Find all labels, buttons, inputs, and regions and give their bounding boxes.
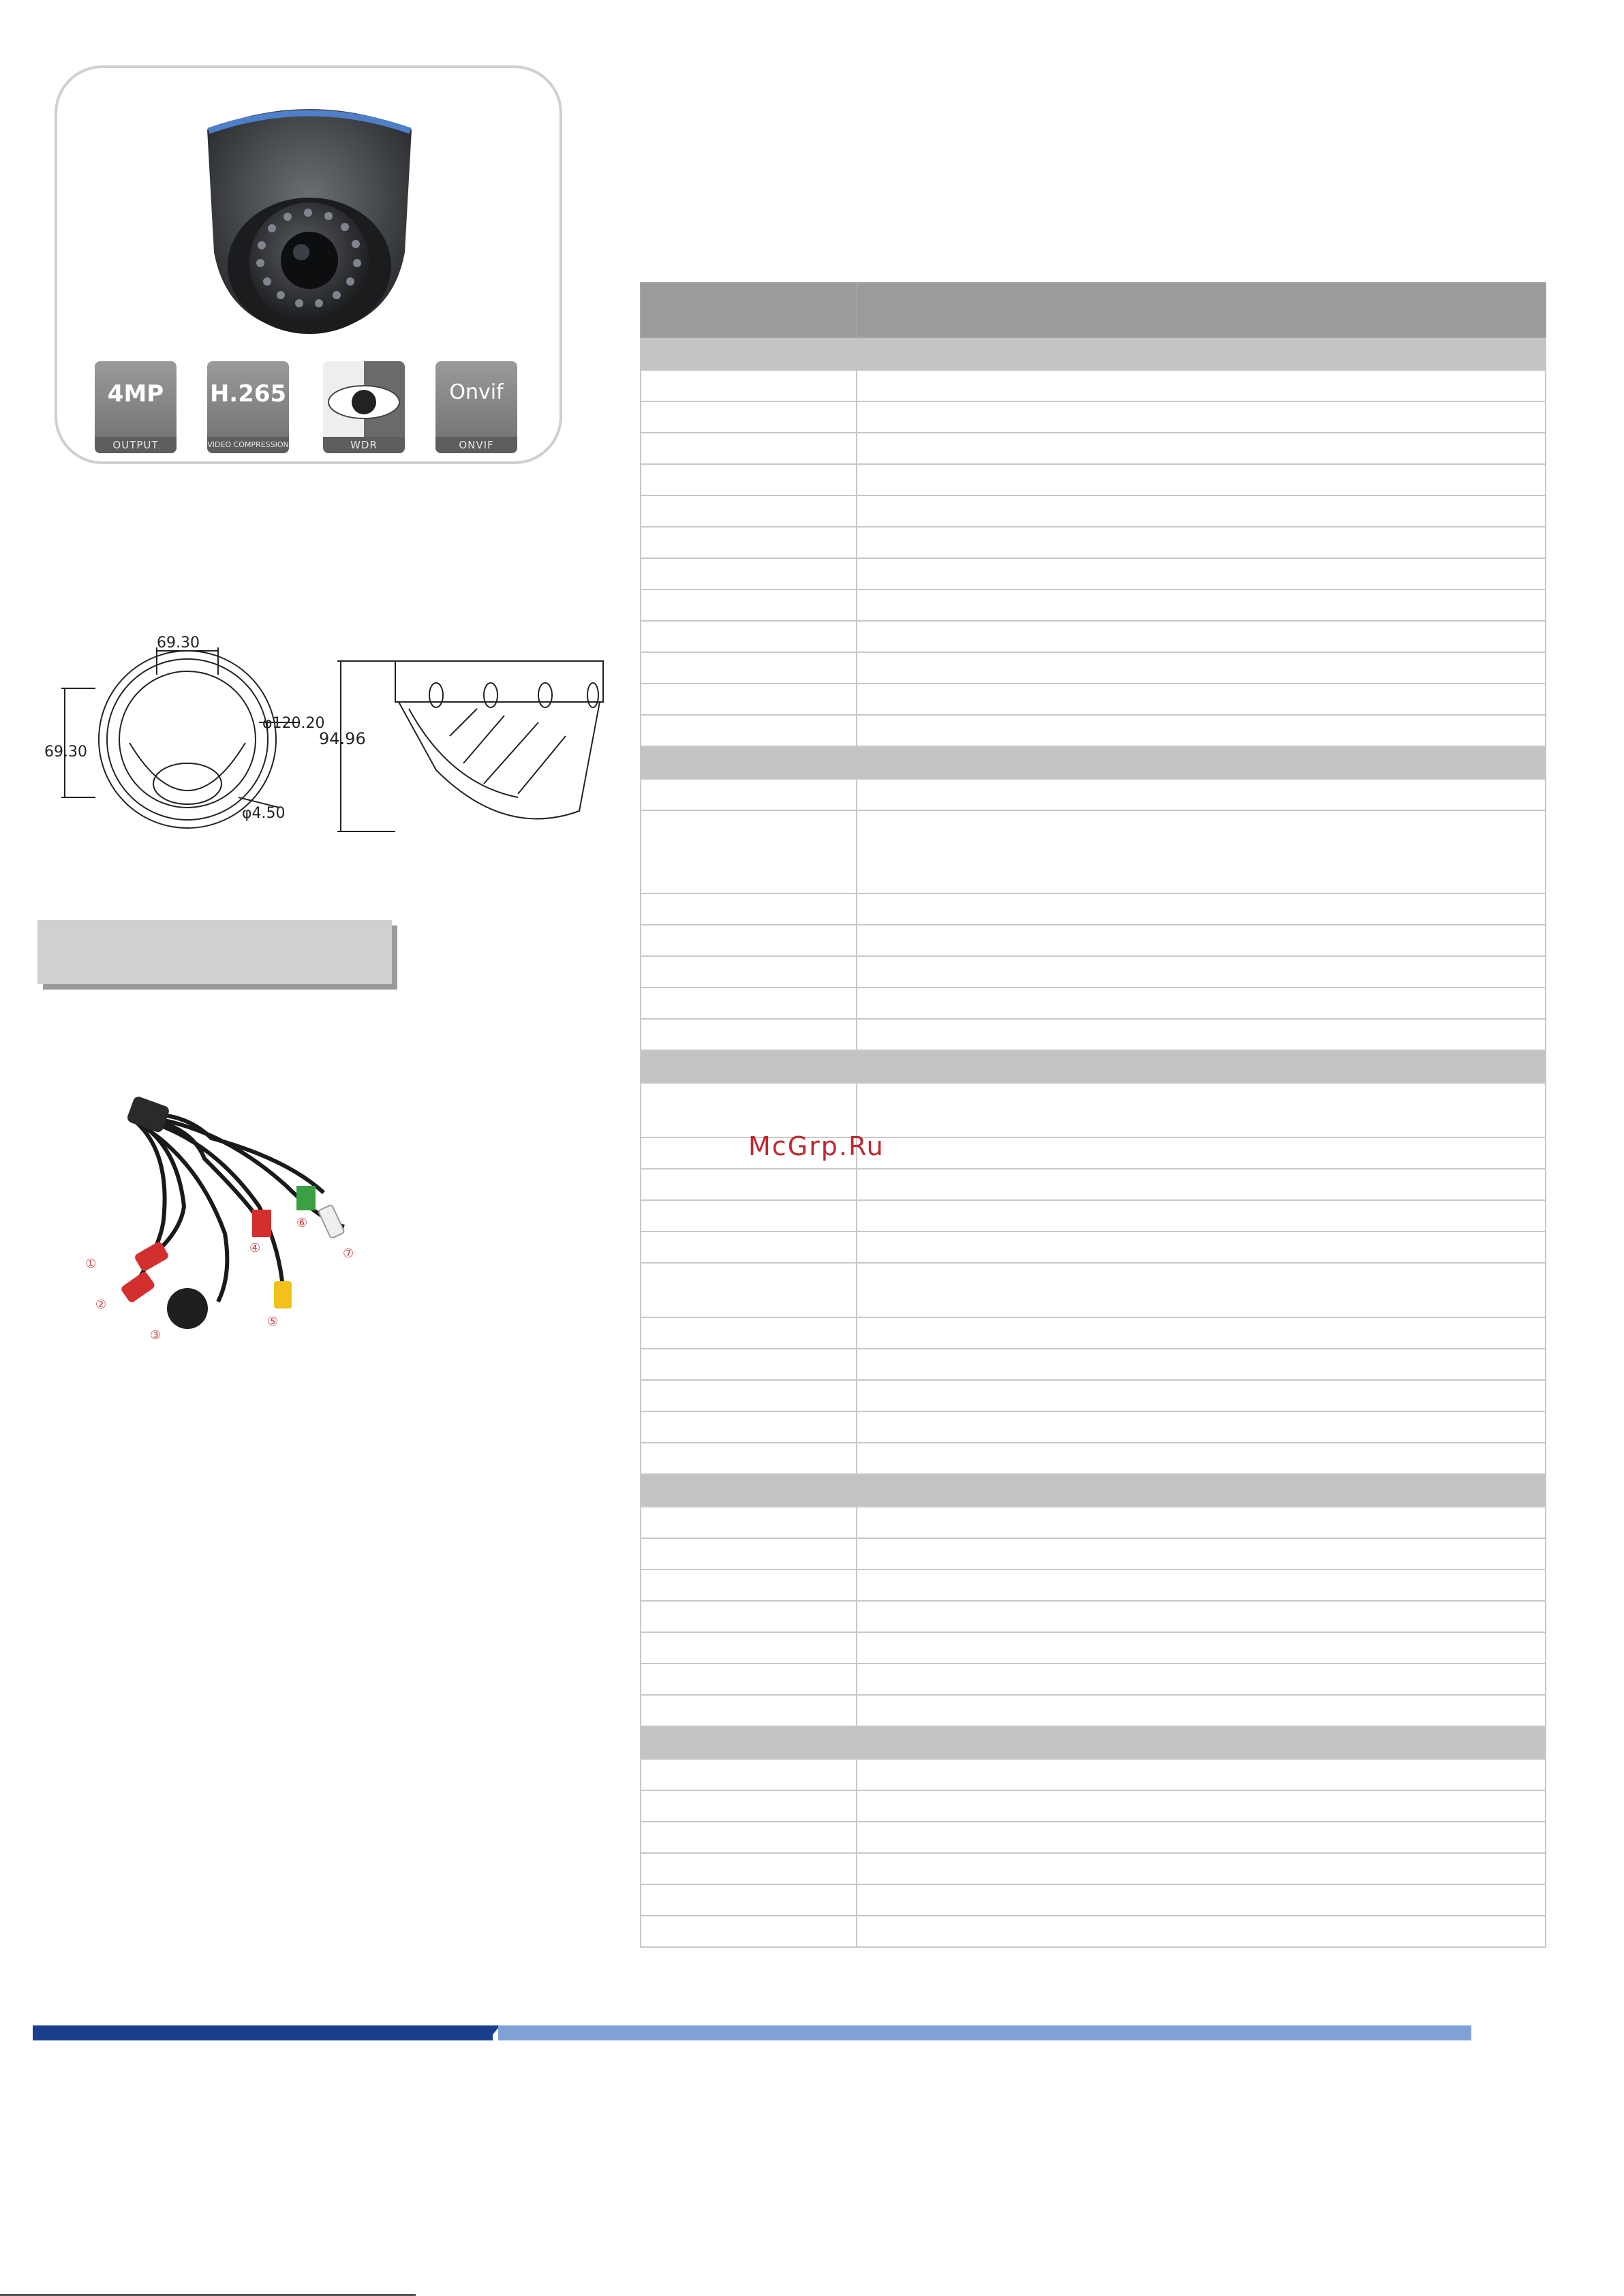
spec-cell: [857, 1884, 1546, 1916]
footer-bar-dark: [33, 2025, 493, 2040]
spec-cell: [641, 1050, 1546, 1083]
spec-cell: [857, 810, 1546, 893]
cable-label-7: ⑦: [343, 1246, 354, 1261]
spec-section-row: [641, 1050, 1546, 1083]
dim-outer-diameter: φ120.20: [262, 715, 325, 732]
spec-cell: [641, 1169, 857, 1200]
spec-data-row: [641, 401, 1546, 433]
spec-cell: [641, 1474, 1546, 1507]
spec-cell: [641, 1695, 857, 1726]
spec-data-row: [641, 527, 1546, 558]
dim-width-top: 69.30: [157, 634, 200, 652]
product-card: [55, 65, 562, 464]
spec-cell: [641, 558, 857, 590]
spec-cell: [857, 1317, 1546, 1349]
spec-data-row: [641, 495, 1546, 527]
spec-cell: [857, 283, 1546, 337]
spec-cell: [857, 1664, 1546, 1695]
spec-table: [640, 282, 1546, 1948]
spec-cell: [857, 1411, 1546, 1443]
spec-cell: [641, 464, 857, 495]
spec-data-row: [641, 433, 1546, 464]
spec-data-row: [641, 1380, 1546, 1411]
spec-data-row: [641, 1916, 1546, 1947]
spec-cell: [857, 1263, 1546, 1317]
spec-data-row: [641, 988, 1546, 1019]
spec-cell: [857, 433, 1546, 464]
spec-table-grid: [640, 282, 1546, 1948]
spec-cell: [641, 1380, 857, 1411]
spec-cell: [641, 1759, 857, 1790]
spec-data-row: [641, 1083, 1546, 1137]
spec-cell: [641, 1601, 857, 1632]
spec-cell: [857, 1200, 1546, 1231]
badge-wdr: [323, 361, 405, 453]
spec-cell: [857, 1695, 1546, 1726]
badge-onvif-label: Onvif: [449, 380, 504, 404]
spec-cell: [857, 558, 1546, 590]
spec-cell: [641, 956, 857, 988]
spec-cell: [857, 1169, 1546, 1200]
spec-cell: [641, 1443, 857, 1474]
spec-section-row: [641, 746, 1546, 779]
spec-cell: [857, 1570, 1546, 1601]
spec-cell: [641, 715, 857, 746]
spec-data-row: [641, 810, 1546, 893]
spec-header-row: [641, 283, 1546, 337]
badge-wdr-caption: WDR: [323, 437, 405, 453]
spec-cell: [857, 1083, 1546, 1137]
spec-cell: [641, 1726, 1546, 1759]
spec-cell: [641, 1822, 857, 1853]
spec-data-row: [641, 590, 1546, 621]
dome-camera-image: [187, 82, 432, 354]
spec-data-row: [641, 1790, 1546, 1822]
spec-cell: [641, 283, 857, 337]
badge-4mp: [95, 361, 177, 453]
cable-label-2: ②: [95, 1298, 107, 1312]
spec-cell: [641, 1853, 857, 1884]
badge-h265-label: H.265: [209, 380, 287, 408]
spec-cell: [857, 401, 1546, 433]
spec-cell: [857, 590, 1546, 621]
spec-cell: [857, 495, 1546, 527]
spec-data-row: [641, 1411, 1546, 1443]
spec-cell: [641, 1231, 857, 1263]
spec-cell: [641, 1916, 857, 1947]
badge-4mp-caption: OUTPUT: [95, 437, 177, 453]
spec-data-row: [641, 370, 1546, 401]
spec-cell: [857, 1853, 1546, 1884]
spec-data-row: [641, 1231, 1546, 1263]
spec-cell: [857, 956, 1546, 988]
spec-cell: [641, 590, 857, 621]
spec-cell: [641, 1538, 857, 1570]
spec-cell: [857, 1790, 1546, 1822]
spec-section-row: [641, 1726, 1546, 1759]
spec-data-row: [641, 1884, 1546, 1916]
spec-data-row: [641, 1632, 1546, 1664]
spec-data-row: [641, 779, 1546, 810]
spec-cell: [641, 652, 857, 684]
spec-cell: [857, 1759, 1546, 1790]
spec-data-row: [641, 1263, 1546, 1317]
spec-cell: [641, 893, 857, 925]
spec-data-row: [641, 1759, 1546, 1790]
section-tab: [37, 920, 392, 984]
spec-cell: [857, 1601, 1546, 1632]
spec-cell: [857, 1822, 1546, 1853]
wdr-eye-icon: [323, 375, 405, 429]
spec-data-row: [641, 1507, 1546, 1538]
spec-cell: [857, 988, 1546, 1019]
spec-cell: [641, 401, 857, 433]
spec-section-row: [641, 1474, 1546, 1507]
spec-data-row: [641, 1169, 1546, 1200]
spec-cell: [641, 1200, 857, 1231]
spec-cell: [641, 988, 857, 1019]
cable-label-4: ④: [249, 1241, 261, 1255]
spec-cell: [857, 370, 1546, 401]
cable-label-1: ①: [85, 1257, 97, 1271]
spec-cell: [857, 621, 1546, 652]
spec-cell: [641, 370, 857, 401]
dim-width-side: 69.30: [44, 744, 87, 761]
spec-data-row: [641, 1538, 1546, 1570]
footer-bar-light: [498, 2025, 1471, 2040]
spec-cell: [641, 1570, 857, 1601]
spec-data-row: [641, 956, 1546, 988]
spec-data-row: [641, 1695, 1546, 1726]
cable-label-6: ⑥: [296, 1216, 308, 1230]
spec-data-row: [641, 715, 1546, 746]
spec-data-row: [641, 893, 1546, 925]
spec-cell: [641, 527, 857, 558]
badge-h265-caption: VIDEO COMPRESSION: [207, 437, 289, 453]
spec-cell: [641, 337, 1546, 370]
spec-data-row: [641, 621, 1546, 652]
spec-data-row: [641, 1822, 1546, 1853]
dim-height: 94.96: [319, 729, 366, 748]
badge-onvif-caption: ONVIF: [435, 437, 517, 453]
spec-data-row: [641, 1853, 1546, 1884]
spec-cell: [857, 1380, 1546, 1411]
spec-cell: [857, 1632, 1546, 1664]
spec-cell: [857, 1349, 1546, 1380]
spec-data-row: [641, 1443, 1546, 1474]
spec-cell: [641, 1019, 857, 1050]
spec-data-row: [641, 925, 1546, 956]
spec-data-row: [641, 1601, 1546, 1632]
spec-cell: [641, 1884, 857, 1916]
spec-data-row: [641, 464, 1546, 495]
spec-cell: [641, 1632, 857, 1664]
watermark: McGrp.Ru: [748, 1131, 885, 1161]
spec-data-row: [641, 684, 1546, 715]
spec-section-row: [641, 337, 1546, 370]
spec-cell: [641, 1507, 857, 1538]
spec-cell: [857, 1507, 1546, 1538]
spec-cell: [857, 779, 1546, 810]
spec-cell: [641, 621, 857, 652]
spec-data-row: [641, 1019, 1546, 1050]
spec-cell: [857, 1019, 1546, 1050]
spec-data-row: [641, 1317, 1546, 1349]
spec-cell: [641, 1349, 857, 1380]
spec-cell: [857, 1137, 1546, 1169]
cable-label-5: ⑤: [267, 1315, 279, 1329]
spec-cell: [641, 779, 857, 810]
dimension-drawing: [41, 634, 607, 838]
badge-onvif: [435, 361, 517, 453]
spec-data-row: [641, 652, 1546, 684]
spec-cell: [641, 925, 857, 956]
spec-cell: [641, 433, 857, 464]
spec-cell: [857, 527, 1546, 558]
spec-cell: [857, 1538, 1546, 1570]
spec-cell: [641, 495, 857, 527]
spec-cell: [641, 1790, 857, 1822]
spec-cell: [641, 746, 1546, 779]
spec-cell: [857, 1916, 1546, 1947]
spec-cell: [857, 715, 1546, 746]
spec-cell: [857, 925, 1546, 956]
spec-cell: [857, 893, 1546, 925]
spec-cell: [857, 1443, 1546, 1474]
spec-cell: [641, 1317, 857, 1349]
spec-cell: [641, 1411, 857, 1443]
badge-4mp-label: 4MP: [107, 380, 164, 408]
spec-cell: [857, 1231, 1546, 1263]
spec-cell: [641, 1263, 857, 1317]
spec-cell: [857, 464, 1546, 495]
dim-hole-diameter: φ4.50: [242, 805, 286, 822]
spec-data-row: [641, 1200, 1546, 1231]
spec-cell: [857, 652, 1546, 684]
cable-label-3: ③: [150, 1328, 162, 1343]
spec-data-row: [641, 558, 1546, 590]
spec-data-row: [641, 1349, 1546, 1380]
spec-cell: [857, 684, 1546, 715]
spec-cell: [641, 1664, 857, 1695]
spec-data-row: [641, 1570, 1546, 1601]
badge-h265: [207, 361, 289, 453]
spec-cell: [641, 684, 857, 715]
spec-data-row: [641, 1664, 1546, 1695]
cable-connector-image: [82, 1084, 388, 1370]
spec-cell: [641, 810, 857, 893]
spec-table-body: [641, 283, 1546, 1947]
spec-cell: [641, 1083, 857, 1137]
